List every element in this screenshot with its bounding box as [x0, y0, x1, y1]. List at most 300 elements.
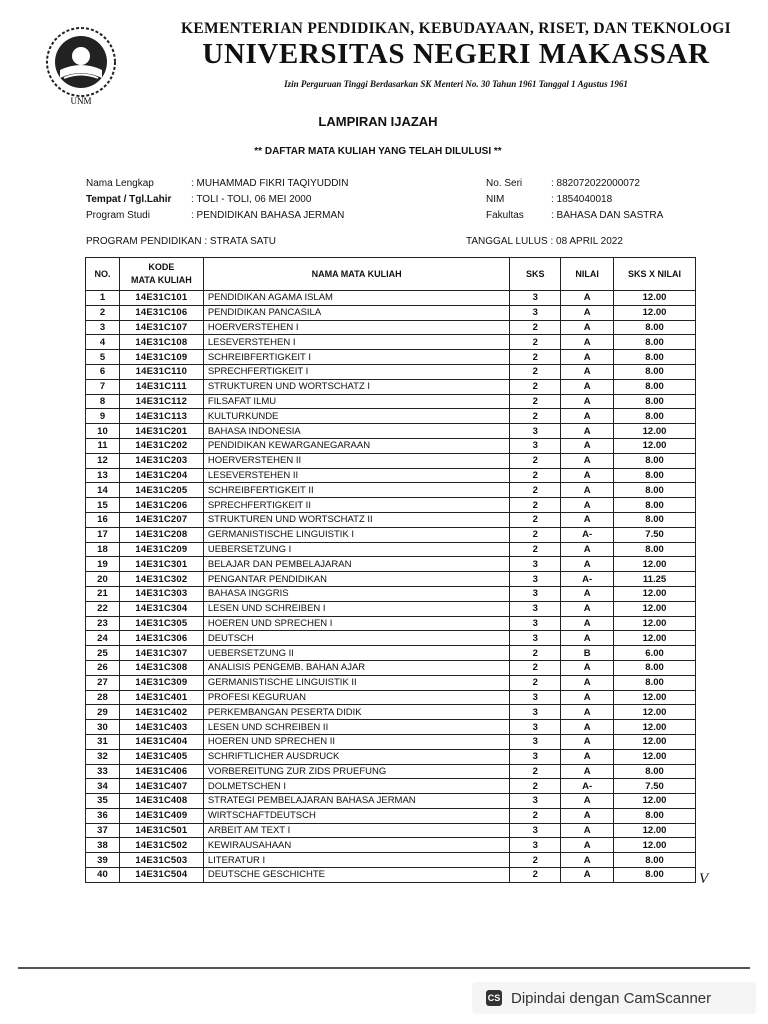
- cell-sks: 2: [510, 779, 561, 794]
- cell-no: 18: [86, 542, 120, 557]
- cell-no: 19: [86, 557, 120, 572]
- cell-nilai: A: [561, 601, 614, 616]
- cell-nilai: A: [561, 868, 614, 883]
- cell-nilai: A: [561, 808, 614, 823]
- cell-kode: 14E31C207: [119, 512, 203, 527]
- cell-nilai: A: [561, 794, 614, 809]
- cell-sks: 3: [510, 438, 561, 453]
- table-row: [86, 379, 696, 394]
- cell-nilai: A: [561, 705, 614, 720]
- cell-total: 8.00: [614, 868, 696, 883]
- cell-kode: 14E31C110: [119, 364, 203, 379]
- cell-kode: 14E31C205: [119, 483, 203, 498]
- cell-no: 2: [86, 305, 120, 320]
- cell-nilai: A: [561, 424, 614, 439]
- cell-nama: PENGANTAR PENDIDIKAN: [203, 572, 509, 587]
- cell-total: 8.00: [614, 364, 696, 379]
- cell-no: 8: [86, 394, 120, 409]
- cell-nama: PERKEMBANGAN PESERTA DIDIK: [203, 705, 509, 720]
- cell-no: 40: [86, 868, 120, 883]
- cell-kode: 14E31C306: [119, 631, 203, 646]
- cell-total: 11.25: [614, 572, 696, 587]
- header-nilai: NILAI: [561, 258, 614, 291]
- table-row: [86, 794, 696, 809]
- cell-nama: STRUKTUREN UND WORTSCHATZ I: [203, 379, 509, 394]
- cell-total: 8.00: [614, 379, 696, 394]
- cell-kode: 14E31C112: [119, 394, 203, 409]
- cell-nilai: A: [561, 379, 614, 394]
- cell-nama: ARBEIT AM TEXT I: [203, 823, 509, 838]
- cell-no: 15: [86, 498, 120, 513]
- cell-no: 24: [86, 631, 120, 646]
- cell-no: 5: [86, 350, 120, 365]
- cell-nama: LESEN UND SCHREIBEN I: [203, 601, 509, 616]
- header-kode: [119, 258, 203, 291]
- cell-sks: 3: [510, 572, 561, 587]
- cell-kode: 14E31C404: [119, 734, 203, 749]
- cell-sks: 3: [510, 601, 561, 616]
- cell-nilai: A: [561, 335, 614, 350]
- header-kode-line2: MATA KULIAH: [130, 275, 192, 285]
- cell-no: 22: [86, 601, 120, 616]
- table-row: [86, 320, 696, 335]
- cell-no: 25: [86, 646, 120, 661]
- cell-sks: 2: [510, 335, 561, 350]
- table-row: [86, 527, 696, 542]
- cell-sks: 3: [510, 616, 561, 631]
- student-prodi: [86, 210, 344, 221]
- cell-nilai: A: [561, 749, 614, 764]
- nim-value: : 1854040018: [551, 194, 613, 205]
- table-row: [86, 646, 696, 661]
- cell-sks: 2: [510, 350, 561, 365]
- cell-total: 12.00: [614, 305, 696, 320]
- cell-nilai: A: [561, 675, 614, 690]
- cell-no: 14: [86, 483, 120, 498]
- cell-kode: 14E31C304: [119, 601, 203, 616]
- cell-kode: 14E31C403: [119, 720, 203, 735]
- courses-table: [85, 257, 696, 883]
- cell-no: 33: [86, 764, 120, 779]
- cell-no: 1: [86, 291, 120, 306]
- cell-nilai: A: [561, 498, 614, 513]
- university-name: UNIVERSITAS NEGERI MAKASSAR: [202, 38, 710, 70]
- cell-sks: 3: [510, 734, 561, 749]
- cell-nilai: A: [561, 838, 614, 853]
- table-row: [86, 823, 696, 838]
- cell-kode: 14E31C307: [119, 646, 203, 661]
- cell-sks: 2: [510, 675, 561, 690]
- cell-total: 12.00: [614, 690, 696, 705]
- cell-sks: 2: [510, 808, 561, 823]
- cell-nama: SPRECHFERTIGKEIT I: [203, 364, 509, 379]
- table-row: [86, 542, 696, 557]
- table-row: [86, 483, 696, 498]
- cell-nilai: B: [561, 646, 614, 661]
- cell-kode: 14E31C401: [119, 690, 203, 705]
- header-no: NO.: [86, 258, 120, 291]
- table-row: [86, 572, 696, 587]
- table-row: [86, 305, 696, 320]
- cell-nama: KEWIRAUSAHAAN: [203, 838, 509, 853]
- cell-no: 37: [86, 823, 120, 838]
- cell-nilai: A-: [561, 572, 614, 587]
- cell-no: 9: [86, 409, 120, 424]
- header-kode-line1: KODE: [148, 262, 175, 272]
- serial-label: No. Seri: [486, 178, 523, 189]
- cell-kode: 14E31C209: [119, 542, 203, 557]
- student-name: [86, 178, 348, 189]
- cell-no: 26: [86, 660, 120, 675]
- cell-sks: 3: [510, 424, 561, 439]
- cell-nilai: A: [561, 468, 614, 483]
- cell-no: 28: [86, 690, 120, 705]
- cell-total: 7.50: [614, 779, 696, 794]
- table-row: [86, 660, 696, 675]
- cell-sks: 2: [510, 853, 561, 868]
- table-row: [86, 631, 696, 646]
- cell-nama: HOEREN UND SPRECHEN I: [203, 616, 509, 631]
- cell-total: 6.00: [614, 646, 696, 661]
- cell-sks: 2: [510, 868, 561, 883]
- table-row: [86, 394, 696, 409]
- cell-nama: BELAJAR DAN PEMBELAJARAN: [203, 557, 509, 572]
- cell-nilai: A: [561, 690, 614, 705]
- table-row: [86, 675, 696, 690]
- cell-nilai: A: [561, 320, 614, 335]
- table-row: [86, 291, 696, 306]
- cell-no: 21: [86, 586, 120, 601]
- cell-no: 23: [86, 616, 120, 631]
- cell-kode: 14E31C408: [119, 794, 203, 809]
- cell-kode: 14E31C206: [119, 498, 203, 513]
- table-row: [86, 808, 696, 823]
- cell-nama: PENDIDIKAN PANCASILA: [203, 305, 509, 320]
- cell-nama: FILSAFAT ILMU: [203, 394, 509, 409]
- table-row: [86, 616, 696, 631]
- cell-total: 12.00: [614, 601, 696, 616]
- cell-nilai: A: [561, 557, 614, 572]
- table-row: [86, 734, 696, 749]
- cell-total: 12.00: [614, 794, 696, 809]
- cell-sks: 2: [510, 512, 561, 527]
- cell-no: 16: [86, 512, 120, 527]
- table-row: [86, 749, 696, 764]
- cell-sks: 2: [510, 320, 561, 335]
- cell-total: 12.00: [614, 291, 696, 306]
- table-row: [86, 498, 696, 513]
- cell-nama: BAHASA INGGRIS: [203, 586, 509, 601]
- cell-nama: ANALISIS PENGEMB. BAHAN AJAR: [203, 660, 509, 675]
- cell-nama: SCHREIBFERTIGKEIT I: [203, 350, 509, 365]
- cell-nama: UEBERSETZUNG I: [203, 542, 509, 557]
- cell-sks: 3: [510, 823, 561, 838]
- cell-nama: LESEN UND SCHREIBEN II: [203, 720, 509, 735]
- cell-kode: 14E31C504: [119, 868, 203, 883]
- cell-nilai: A: [561, 853, 614, 868]
- cell-nilai: A: [561, 483, 614, 498]
- table-row: [86, 853, 696, 868]
- table-row: [86, 868, 696, 883]
- student-nim: [486, 194, 612, 205]
- cell-nama: GERMANISTISCHE LINGUISTIK II: [203, 675, 509, 690]
- cell-total: 8.00: [614, 675, 696, 690]
- cell-no: 20: [86, 572, 120, 587]
- cell-nilai: A: [561, 364, 614, 379]
- cell-nilai: A: [561, 512, 614, 527]
- cell-total: 8.00: [614, 764, 696, 779]
- header-nama: NAMA MATA KULIAH: [203, 258, 509, 291]
- cell-sks: 2: [510, 468, 561, 483]
- cell-nilai: A: [561, 720, 614, 735]
- decree-line: Izin Perguruan Tinggi Berdasarkan SK Menteri No. 30 Tahun 1961 Tanggal 1 Agustus 1961: [284, 79, 628, 89]
- cell-nilai: A: [561, 438, 614, 453]
- cell-nama: PROFESI KEGURUAN: [203, 690, 509, 705]
- camscanner-badge: [472, 982, 756, 1014]
- cell-nama: STRUKTUREN UND WORTSCHATZ II: [203, 512, 509, 527]
- cell-kode: 14E31C405: [119, 749, 203, 764]
- cell-kode: 14E31C302: [119, 572, 203, 587]
- cell-sks: 3: [510, 705, 561, 720]
- cell-total: 12.00: [614, 586, 696, 601]
- cell-sks: 2: [510, 527, 561, 542]
- cell-no: 39: [86, 853, 120, 868]
- cell-no: 30: [86, 720, 120, 735]
- cell-total: 8.00: [614, 394, 696, 409]
- serial-value: : 882072022000072: [551, 178, 640, 189]
- cell-sks: 3: [510, 690, 561, 705]
- cell-nama: HOERVERSTEHEN II: [203, 453, 509, 468]
- cell-sks: 2: [510, 394, 561, 409]
- cell-sks: 3: [510, 720, 561, 735]
- cell-nilai: A: [561, 409, 614, 424]
- cell-total: 8.00: [614, 468, 696, 483]
- cell-kode: 14E31C204: [119, 468, 203, 483]
- cell-no: 35: [86, 794, 120, 809]
- cell-nilai: A: [561, 453, 614, 468]
- cell-nama: LESEVERSTEHEN II: [203, 468, 509, 483]
- cell-nilai: A-: [561, 779, 614, 794]
- cell-total: 8.00: [614, 498, 696, 513]
- cell-sks: 3: [510, 557, 561, 572]
- cell-total: 8.00: [614, 350, 696, 365]
- table-row: [86, 690, 696, 705]
- cell-total: 8.00: [614, 660, 696, 675]
- cell-no: 38: [86, 838, 120, 853]
- cell-nama: DEUTSCHE GESCHICHTE: [203, 868, 509, 883]
- cell-nama: GERMANISTISCHE LINGUISTIK I: [203, 527, 509, 542]
- cell-total: 12.00: [614, 823, 696, 838]
- cell-total: 12.00: [614, 557, 696, 572]
- cell-no: 36: [86, 808, 120, 823]
- cell-nilai: A: [561, 350, 614, 365]
- cell-nama: DEUTSCH: [203, 631, 509, 646]
- table-row: [86, 779, 696, 794]
- table-row: [86, 764, 696, 779]
- cell-kode: 14E31C109: [119, 350, 203, 365]
- cell-no: 3: [86, 320, 120, 335]
- cell-total: 12.00: [614, 616, 696, 631]
- student-birth: [86, 194, 311, 205]
- cell-total: 12.00: [614, 720, 696, 735]
- cell-no: 13: [86, 468, 120, 483]
- table-row: [86, 705, 696, 720]
- cell-kode: 14E31C301: [119, 557, 203, 572]
- cell-no: 11: [86, 438, 120, 453]
- cell-no: 31: [86, 734, 120, 749]
- cell-total: 8.00: [614, 409, 696, 424]
- cell-sks: 3: [510, 631, 561, 646]
- name-label: Nama Lengkap: [86, 178, 154, 189]
- education-program: PROGRAM PENDIDIKAN : STRATA SATU: [86, 236, 277, 247]
- cell-nilai: A: [561, 291, 614, 306]
- cell-sks: 2: [510, 764, 561, 779]
- cell-nilai: A: [561, 631, 614, 646]
- cell-nama: LESEVERSTEHEN I: [203, 335, 509, 350]
- cell-nama: LITERATUR I: [203, 853, 509, 868]
- cell-total: 12.00: [614, 749, 696, 764]
- cell-no: 7: [86, 379, 120, 394]
- cell-nilai: A: [561, 616, 614, 631]
- cell-total: 8.00: [614, 853, 696, 868]
- table-row: [86, 453, 696, 468]
- cell-nama: SCHREIBFERTIGKEIT II: [203, 483, 509, 498]
- table-row: [86, 601, 696, 616]
- faculty-value: : BAHASA DAN SASTRA: [551, 210, 664, 221]
- logo-text: UNM: [70, 96, 92, 106]
- cell-no: 12: [86, 453, 120, 468]
- cell-kode: 14E31C409: [119, 808, 203, 823]
- cell-nilai: A: [561, 542, 614, 557]
- cell-nilai: A: [561, 394, 614, 409]
- cell-total: 7.50: [614, 527, 696, 542]
- cell-kode: 14E31C203: [119, 453, 203, 468]
- cell-kode: 14E31C208: [119, 527, 203, 542]
- cell-kode: 14E31C502: [119, 838, 203, 853]
- cell-nilai: A: [561, 734, 614, 749]
- cell-no: 32: [86, 749, 120, 764]
- cell-sks: 3: [510, 838, 561, 853]
- ministry-name: KEMENTERIAN PENDIDIKAN, KEBUDAYAAN, RISET, DAN TEKNOLOGI: [181, 20, 731, 37]
- handwritten-mark: V: [699, 871, 709, 887]
- table-header-row: [86, 258, 696, 291]
- header-sks: SKS: [510, 258, 561, 291]
- table-row: [86, 586, 696, 601]
- table-row: [86, 350, 696, 365]
- cell-nama: PENDIDIKAN AGAMA ISLAM: [203, 291, 509, 306]
- cell-sks: 2: [510, 364, 561, 379]
- cell-total: 8.00: [614, 542, 696, 557]
- table-body: [86, 291, 696, 883]
- cell-nama: STRATEGI PEMBELAJARAN BAHASA JERMAN: [203, 794, 509, 809]
- cell-nama: VORBEREITUNG ZUR ZIDS PRUEFUNG: [203, 764, 509, 779]
- cell-kode: 14E31C111: [119, 379, 203, 394]
- cell-kode: 14E31C113: [119, 409, 203, 424]
- cell-kode: 14E31C201: [119, 424, 203, 439]
- table-row: [86, 364, 696, 379]
- document-title: LAMPIRAN IJAZAH: [318, 114, 438, 129]
- cell-nilai: A: [561, 660, 614, 675]
- prodi-value: : PENDIDIKAN BAHASA JERMAN: [191, 210, 345, 221]
- cell-nilai: A: [561, 305, 614, 320]
- student-faculty: [486, 210, 663, 221]
- faculty-label: Fakultas: [486, 210, 524, 221]
- camscanner-icon: CS: [486, 990, 502, 1006]
- cell-total: 8.00: [614, 808, 696, 823]
- cell-no: 6: [86, 364, 120, 379]
- name-value: : MUHAMMAD FIKRI TAQIYUDDIN: [191, 178, 349, 189]
- cell-kode: 14E31C309: [119, 675, 203, 690]
- cell-kode: 14E31C503: [119, 853, 203, 868]
- table-row: [86, 468, 696, 483]
- cell-kode: 14E31C305: [119, 616, 203, 631]
- serial-number: [486, 178, 640, 189]
- cell-nilai: A: [561, 823, 614, 838]
- cell-no: 27: [86, 675, 120, 690]
- prodi-label: Program Studi: [86, 210, 150, 221]
- cell-total: 8.00: [614, 335, 696, 350]
- cell-nama: BAHASA INDONESIA: [203, 424, 509, 439]
- cell-total: 8.00: [614, 483, 696, 498]
- cell-sks: 3: [510, 586, 561, 601]
- cell-total: 12.00: [614, 734, 696, 749]
- cell-sks: 2: [510, 542, 561, 557]
- cell-no: 34: [86, 779, 120, 794]
- cell-sks: 2: [510, 646, 561, 661]
- cell-nama: UEBERSETZUNG II: [203, 646, 509, 661]
- table-row: [86, 438, 696, 453]
- header-total: SKS X NILAI: [614, 258, 696, 291]
- cell-kode: 14E31C202: [119, 438, 203, 453]
- cell-nilai: A: [561, 586, 614, 601]
- cell-nilai: A: [561, 764, 614, 779]
- cell-sks: 2: [510, 379, 561, 394]
- cell-nama: KULTURKUNDE: [203, 409, 509, 424]
- camscanner-text: Dipindai dengan CamScanner: [511, 989, 712, 1007]
- page-bottom-edge: [18, 967, 750, 969]
- cell-kode: 14E31C402: [119, 705, 203, 720]
- nim-label: NIM: [486, 194, 505, 205]
- cell-sks: 3: [510, 794, 561, 809]
- cell-nama: WIRTSCHAFTDEUTSCH: [203, 808, 509, 823]
- cell-sks: 2: [510, 483, 561, 498]
- cell-nama: HOEREN UND SPRECHEN II: [203, 734, 509, 749]
- table-row: [86, 838, 696, 853]
- cell-kode: 14E31C108: [119, 335, 203, 350]
- cell-sks: 2: [510, 660, 561, 675]
- table-row: [86, 557, 696, 572]
- cell-sks: 2: [510, 498, 561, 513]
- cell-nilai: A-: [561, 527, 614, 542]
- cell-kode: 14E31C308: [119, 660, 203, 675]
- cell-total: 12.00: [614, 424, 696, 439]
- cell-no: 4: [86, 335, 120, 350]
- cell-kode: 14E31C303: [119, 586, 203, 601]
- cell-no: 17: [86, 527, 120, 542]
- cell-nama: PENDIDIKAN KEWARGANEGARAAN: [203, 438, 509, 453]
- birth-value: : TOLI - TOLI, 06 MEI 2000: [191, 194, 312, 205]
- table-row: [86, 335, 696, 350]
- cell-sks: 2: [510, 409, 561, 424]
- birth-label: Tempat / Tgl.Lahir: [86, 194, 172, 205]
- table-row: [86, 424, 696, 439]
- cell-kode: 14E31C107: [119, 320, 203, 335]
- cell-sks: 3: [510, 291, 561, 306]
- cell-total: 12.00: [614, 705, 696, 720]
- cell-nama: DOLMETSCHEN I: [203, 779, 509, 794]
- cell-kode: 14E31C407: [119, 779, 203, 794]
- graduation-date: TANGGAL LULUS : 08 APRIL 2022: [466, 236, 623, 247]
